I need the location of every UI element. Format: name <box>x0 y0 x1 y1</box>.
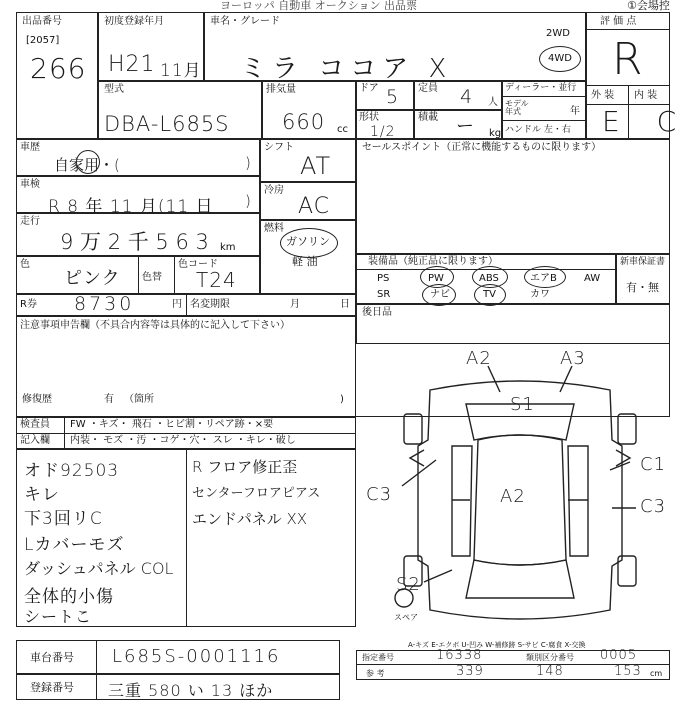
shift-label: シフト <box>264 142 294 153</box>
equip-tv: TV <box>483 289 496 300</box>
load-value: ー <box>456 116 475 137</box>
history-close: ) <box>245 154 252 172</box>
month-label: 月 <box>290 299 300 310</box>
recycle-value: 8730 <box>74 293 135 315</box>
fuel-value2: 軽 油 <box>292 255 318 268</box>
note-left-5: ダッシュパネル COL <box>24 559 174 578</box>
equip-abs: ABS <box>479 273 499 284</box>
corner-text: ①会場控 <box>627 0 670 12</box>
equip-leather: カワ <box>530 289 550 300</box>
repair-close: ) <box>340 394 344 405</box>
note-left-6: 全体的小傷 <box>24 587 114 607</box>
note-left-3: 下3回リC <box>24 509 103 529</box>
displacement-label: 排気量 <box>266 84 296 95</box>
damage-label-s2: S2 <box>396 574 421 595</box>
damage-label-c1-upper: C1 <box>640 454 667 475</box>
color-change-label: 色替 <box>142 272 162 283</box>
spec-label: 指定番号 <box>362 653 394 662</box>
handle-label: ハンドル 左・右 <box>505 125 571 135</box>
inspection-label: 車検 <box>20 179 40 190</box>
color-label: 色 <box>20 259 30 270</box>
sales-label: セールスポイント（正常に機能するものに限ります） <box>362 142 602 153</box>
drive-2wd: 2WD <box>546 28 570 39</box>
dim-label: 参 考 <box>366 669 385 678</box>
lot-number: 266 <box>30 52 87 85</box>
ref-num2: 0005 <box>600 648 638 663</box>
capacity-label: 定員 <box>418 83 438 94</box>
lot-label: 出品番号 <box>22 16 62 27</box>
load-unit: kg <box>489 128 502 139</box>
note-right-3: エンドパネル XX <box>192 510 308 528</box>
form-top-title: ヨーロッパ 自動車 オークション 出品票 <box>220 0 418 12</box>
equip-navi: ナビ <box>430 289 450 300</box>
equip-airbag: エアB <box>530 273 557 284</box>
model-label: 型式 <box>104 84 124 95</box>
newcar-value: 有・無 <box>626 281 659 294</box>
exterior-label: 外 装 <box>591 90 615 101</box>
model-value: DBA-L685S <box>104 112 230 136</box>
damage-label-a2-roof: A2 <box>500 486 526 507</box>
name-change-label: 名変期限 <box>190 299 230 310</box>
dealer-label: ディーラー・並行 <box>505 83 577 93</box>
after-label: 後日品 <box>362 307 392 318</box>
model-year-label: モデル年式 <box>505 99 529 116</box>
newcar-label: 新車保証書 <box>620 257 666 267</box>
shape-label: 形状 <box>359 112 379 123</box>
color-value: ピンク <box>64 268 121 289</box>
equip-label: 装備品（純正品に限ります） <box>368 256 498 267</box>
ac-value: AC <box>298 194 331 219</box>
inspection-value: R 8 年 11 月(11 日 <box>48 197 214 217</box>
color-code-label: 色コード <box>178 259 218 270</box>
equip-pw: PW <box>428 273 444 284</box>
inspector-label: 検査員 <box>20 419 50 430</box>
score-value: R <box>612 34 644 85</box>
doors-value: 5 <box>386 86 400 108</box>
dim2: 148 <box>536 664 564 679</box>
fuel-value: ガソリン <box>286 235 330 248</box>
first-reg-label: 初度登録年月 <box>104 16 164 27</box>
chassis-label: 車台番号 <box>30 651 74 664</box>
equip-ps: PS <box>377 273 390 284</box>
inspection-close: ) <box>245 192 252 210</box>
shift-value: AT <box>300 152 332 180</box>
first-reg-value: H21 <box>108 52 156 77</box>
drive-4wd: 4WD <box>548 53 572 64</box>
recycle-unit: 円 <box>172 299 182 310</box>
equip-sr: SR <box>377 289 391 300</box>
displacement-value: 660 <box>282 110 326 134</box>
equip-aw: AW <box>584 273 601 284</box>
mileage-unit: km <box>220 242 236 253</box>
shape-value: 1/2 <box>370 124 396 140</box>
note-left-4: Lカバーモズ <box>24 535 125 555</box>
damage-label-c3-right: C3 <box>640 496 667 517</box>
writer-label: 記入欄 <box>20 435 50 446</box>
dim3: 153 <box>614 664 642 679</box>
damage-label-a2-front: A2 <box>466 348 492 369</box>
note-left-7: シートこ <box>24 607 93 626</box>
doors-label: ドア <box>359 83 379 94</box>
history-label: 車歴 <box>20 142 40 153</box>
notes-label: 注意事項申告欄（不具合内容等は具体的に記入して下さい） <box>20 320 290 331</box>
recycle-label: R券 <box>20 299 37 310</box>
first-reg-month: 11月 <box>160 61 202 81</box>
history-value: 自家用・( <box>54 156 120 174</box>
dim-unit: cm <box>650 669 663 678</box>
lot-sub: [2057] <box>26 35 60 46</box>
capacity-value: 4 <box>460 86 474 108</box>
inspector-row2: 内装・ モズ ・汚 ・コゲ・穴・ スレ ・キレ・破し <box>70 435 296 446</box>
note-right-1: R フロア修正歪 <box>192 458 298 476</box>
damage-legend: A-キズ E-エクボ U-凹み W-補修跡 S-サビ C-腐食 X-交換 <box>408 641 586 649</box>
model-year-unit: 年 <box>570 106 580 117</box>
color-code-value: T24 <box>196 268 237 292</box>
mileage-label: 走行 <box>20 216 40 227</box>
note-left-2: キレ <box>24 485 60 505</box>
name-grade-value: ミラ ココア X <box>240 54 453 84</box>
repair-place: （箇所 <box>124 394 154 405</box>
repair-label: 修復歴 <box>22 394 52 405</box>
fuel-label: 燃料 <box>264 223 284 234</box>
mileage-value: 9 万 2 千 5 6 3 <box>60 230 209 254</box>
repair-value: 有 <box>104 394 114 405</box>
chassis-value: L685S-0001116 <box>112 646 281 667</box>
interior-label: 内 装 <box>634 90 658 101</box>
ext-int-value: E C <box>602 105 691 138</box>
ref-label: 類別区分番号 <box>526 653 574 662</box>
note-left-1: オド92503 <box>24 461 120 481</box>
day-label: 日 <box>340 299 350 310</box>
inspector-row1: FW ・キズ・ 飛石 ・ヒビ割・リペア跡・×要 <box>70 419 274 430</box>
note-right-2: センターフロアピアス <box>192 486 321 501</box>
load-label: 積載 <box>418 112 438 123</box>
registration-label: 登録番号 <box>30 681 74 694</box>
displacement-unit: cc <box>337 124 348 135</box>
dim1: 339 <box>456 664 484 679</box>
damage-label-s1: S1 <box>510 394 535 415</box>
registration-value: 三重 580 い 13 ほか <box>108 681 274 700</box>
ref-num1: 16338 <box>436 648 483 663</box>
capacity-unit: 人 <box>488 97 498 108</box>
score-label: 評 価 点 <box>600 16 637 27</box>
name-grade-label: 車名・グレード <box>210 16 280 27</box>
ac-label: 冷房 <box>264 185 284 196</box>
damage-label-c3-left: C3 <box>366 484 393 505</box>
spare-label: スペア <box>394 613 418 622</box>
damage-label-a3: A3 <box>560 348 586 369</box>
